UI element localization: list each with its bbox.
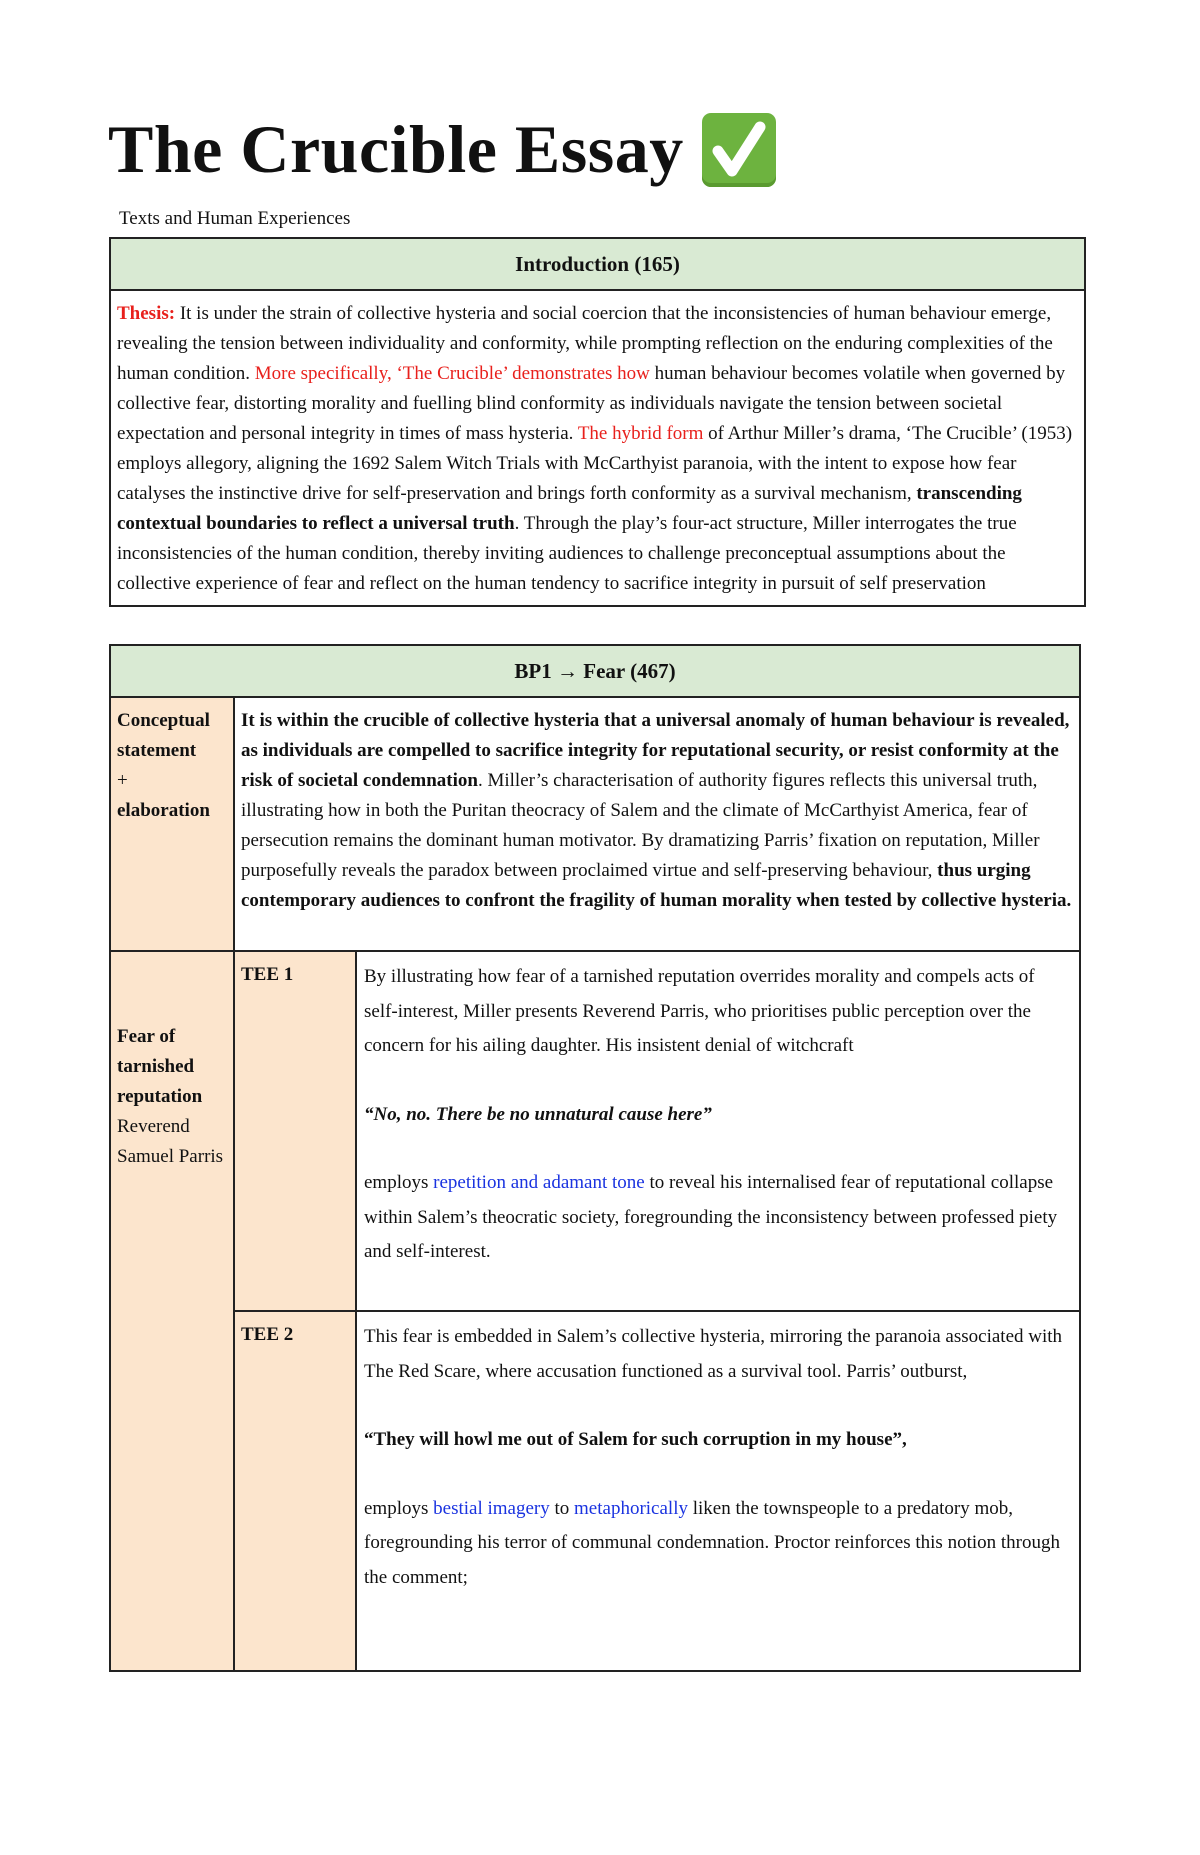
tee1-label — [234, 951, 356, 1311]
technique-highlight: repetition and adamant tone — [433, 1172, 645, 1193]
introduction-heading: Introduction (165) — [110, 238, 1085, 290]
tee-text: This fear is embedded in Salem’s collective hysteria, mirroring the paranoia associated with The Red Scare, where accusation functioned as a survival tool. Parris’ outburst, — [364, 1326, 1063, 1382]
theme-label — [110, 951, 234, 1671]
tee-text: By illustrating how fear of a tarnished reputation overrides morality and compels acts of self-interest, Miller presents Reverend Parris, who prioritises public perception over the concern for his ailing daughter. His insistent denial of witchcraft — [364, 966, 1035, 1056]
label-text: elaboration — [117, 800, 210, 821]
intro-text: It is under the strain of collective hysteria and social coercion that the inconsistencies of human behaviour emerge, revealing the tension between individuality and conformity, while prompting reflection on the enduring complexities of the human condition. — [117, 303, 1053, 384]
tee2-body — [356, 1311, 1080, 1671]
technique-highlight: bestial imagery — [433, 1497, 550, 1519]
technique-highlight: metaphorically — [574, 1497, 688, 1519]
intro-highlight: More specifically, ‘The Crucible’ demonstrates how — [254, 363, 650, 384]
body-paragraph-1-table — [109, 644, 1081, 1672]
intro-bold: transcending contextual boundaries to reflect a universal truth — [117, 483, 1022, 534]
tee-quote: “They will howl me out of Salem for such corruption in my house”, — [364, 1429, 907, 1450]
concept-bold: It is within the crucible of collective hysteria that a universal anomaly of human behaviour is revealed, as individuals are compelled to sacrifice integrity for reputational security, or resist conformity at the risk of societal condemnation — [241, 710, 1070, 791]
tee1-body — [356, 951, 1080, 1311]
tee-label-text: TEE 2 — [241, 1324, 294, 1345]
conceptual-statement-label — [110, 697, 234, 951]
label-text: + — [117, 770, 128, 791]
tee-text: employs — [364, 1172, 434, 1193]
tee-text: employs — [364, 1497, 434, 1519]
concept-bold: thus urging contemporary audiences to confront the fragility of human morality when tested by collective hysteria. — [241, 860, 1072, 911]
introduction-body — [110, 290, 1085, 606]
tee-text: to reveal his internalised fear of reputational collapse within Salem’s theocratic society, foregrounding the inconsistency between professed piety and self-interest. — [364, 1172, 1058, 1262]
introduction-table — [109, 237, 1086, 607]
label-text: Conceptual statement — [117, 710, 210, 761]
intro-text: human behaviour becomes volatile when governed by collective fear, distorting morality and fuelling blind conformity as individuals navigate the tension between societal expectation and personal integrity in times of mass hysteria. — [117, 363, 1066, 444]
thesis-label: Thesis: — [117, 303, 176, 324]
title-text: The Crucible Essay — [108, 111, 684, 187]
tee-analysis — [364, 1166, 1072, 1270]
check-mark-button-icon — [702, 113, 776, 187]
theme-character: Reverend Samuel Parris — [117, 1116, 224, 1167]
tee-quote: “No, no. There be no unnatural cause here” — [364, 1103, 712, 1125]
subtitle: Texts and Human Experiences — [119, 208, 351, 229]
tee2-label — [234, 1311, 356, 1671]
page-title — [108, 110, 776, 189]
tee-text: liken the townspeople to a predatory mob, foregrounding his terror of communal condemnation. Proctor reinforces this notion through the comment; — [364, 1497, 1060, 1588]
intro-text: . Through the play’s four-act structure, Miller interrogates the true inconsistencies of the human condition, thereby inviting audiences to challenge preconceptual assumptions about the collective experience of fear and reflect on the human tendency to sacrifice integrity in pursuit of self preservation — [117, 513, 1017, 594]
intro-highlight: The hybrid form — [577, 423, 704, 444]
theme-bold: Fear of tarnished reputation — [117, 1026, 203, 1107]
conceptual-statement-body — [234, 697, 1080, 951]
bp1-heading: BP1 → Fear (467) — [110, 645, 1080, 697]
concept-text: . Miller’s characterisation of authority figures reflects this universal truth, illustrating how in both the Puritan theocracy of Salem and the climate of McCarthyist America, fear of persecution remains the dominant human motivator. By dramatizing Parris’ fixation on reputation, Miller purposefully reveals the paradox between proclaimed virtue and self-preserving behaviour, — [241, 770, 1040, 881]
tee-label-text: TEE 1 — [241, 964, 294, 985]
intro-text: of Arthur Miller’s drama, ‘The Crucible’ (1953) employs allegory, aligning the 1692 Salem Witch Trials with McCarthyist paranoia, with the intent to expose how fear catalyses the instinctive drive for self-preservation and brings forth conformity as a survival mechanism, — [117, 423, 1073, 504]
tee-text: to — [549, 1497, 575, 1519]
tee-analysis — [364, 1492, 1072, 1596]
